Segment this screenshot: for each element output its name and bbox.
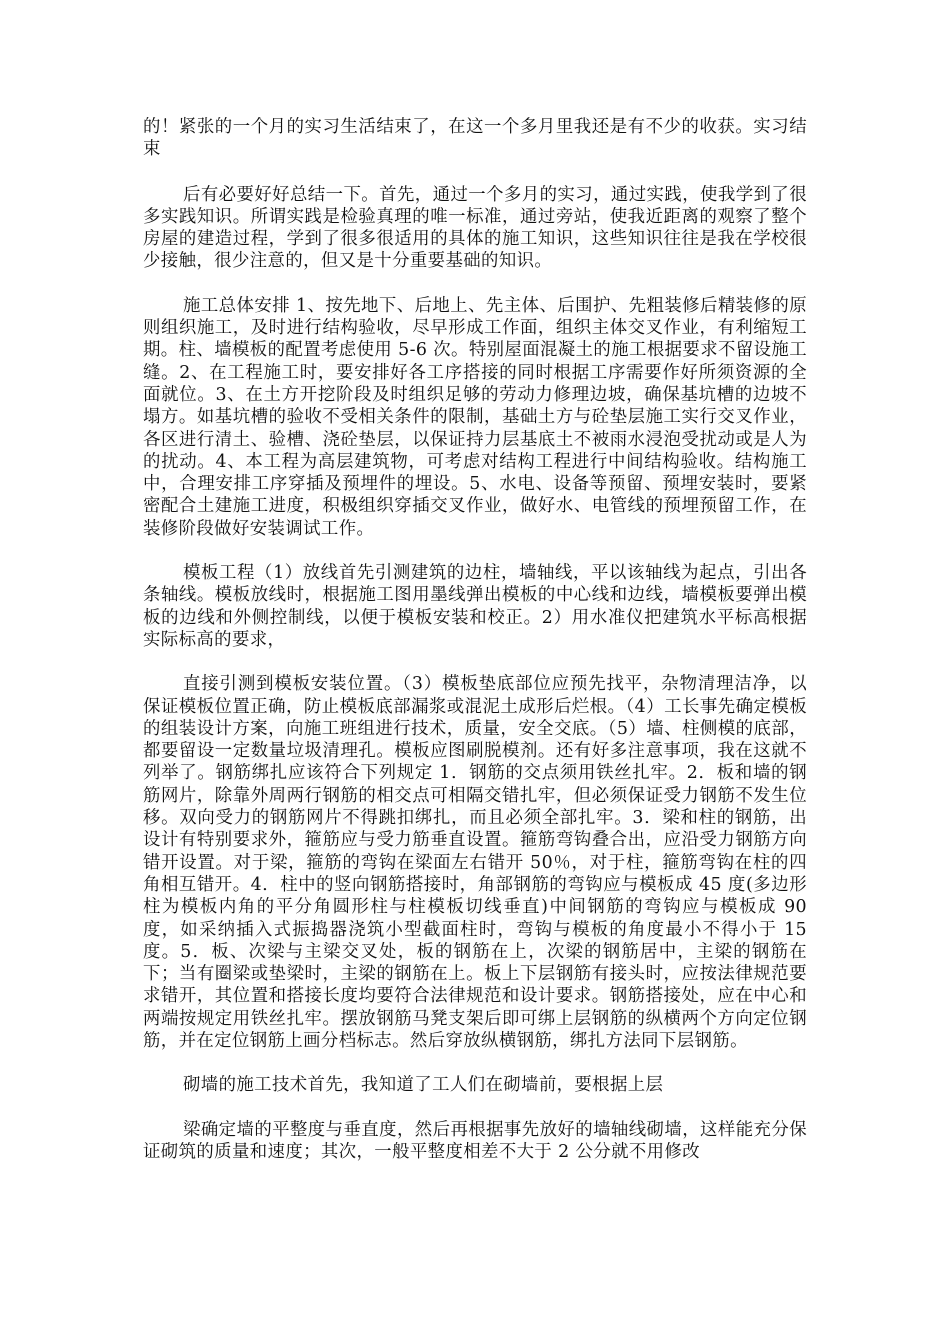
document-page [143, 116, 807, 1185]
paragraph-formwork: 模板工程（1）放线首先引测建筑的边柱，墙轴线，平以该轴线为起点，引出各条轴线。模板放线时，根据施工图用墨线弹出模板的中心线和边线，墙模板要弹出模板的边线和外侧控制线，以便于模板安装和校正。2）用水准仪把建筑水平标高根据实际标高的要求， [143, 563, 807, 650]
paragraph-masonry: 梁确定墙的平整度与垂直度，然后再根据事先放好的墙轴线砌墙，这样能充分保证砌筑的质量和速度；其次，一般平整度相差不大于 2 公分就不用修改 [143, 1119, 807, 1162]
paragraph-construction-arrangement: 施工总体安排 1、按先地下、后地上、先主体、后围护、先粗装修后精装修的原则组织施工，及时进行结构验收，尽早形成工作面，组织主体交叉作业，有利缩短工期。柱、墙模板的配置考虑使用 5-6 次。特别屋面混凝土的施工根据要求不留设施工缝。2、在工程施工时，要安排好各工序搭接的同时根据工序需要作好所须资源的全面就位。3、在土方开挖阶段及时组织足够的劳动力修理边坡，确保基坑槽的边坡不塌方。如基坑槽的验收不受相关条件的限制，基础土方与砼垫层施工实行交叉作业，各区进行清土、验槽、浇砼垫层，以保证持力层基底土不被雨水浸泡受扰动或是人为的扰动。4、本工程为高层建筑物，可考虑对结构工程进行中间结构验收。结构施工中，合理安排工序穿插及预埋件的埋设。5、水电、设备等预留、预埋安装时，要紧密配合土建施工进度，积极组织穿插交叉作业，做好水、电管线的预埋预留工作，在装修阶段做好安装调试工作。 [143, 295, 807, 539]
paragraph-internship-end: 的！紧张的一个月的实习生活结束了，在这一个多月里我还是有不少的收获。实习结束 [143, 117, 807, 160]
paragraph-masonry-heading: 砌墙的施工技术首先，我知道了工人们在砌墙前，要根据上层 [183, 1075, 664, 1096]
paragraph-formwork-rebar: 直接引测到模板安装位置。（3）模板垫底部位应预先找平，杂物清理洁净，以保证模板位置正确，防止模板底部漏浆或混泥土成形后烂根。（4）工长事先确定模板的组装设计方案，向施工班组进行技术，质量，安全交底。（5）墙、柱侧模的底部，都要留设一定数量垃圾清理孔。模板应图刷脱模剂。还有好多注意事项，我在这就不列举了。钢筋绑扎应该符合下列规定 1．钢筋的交点须用铁丝扎牢。2．板和墙的钢筋网片，除靠外周两行钢筋的相交点可相隔交错扎牢，但必须保证受力钢筋不发生位移。双向受力的钢筋网片不得跳扣绑扎，而且必须全部扎牢。3．梁和柱的钢筋，出设计有特别要求外，箍筋应与受力筋垂直设置。箍筋弯钩叠合出，应沿受力钢筋方向错开设置。对于梁，箍筋的弯钩在梁面左右错开 50％，对于柱，箍筋弯钩在柱的四角相互错开。4．柱中的竖向钢筋搭接时，角部钢筋的弯钩应与模板成 45 度(多边形柱为模板内角的平分角圆形柱与柱模板切线垂直)中间钢筋的弯钩应与模板成 90 度，如采纳插入式振捣器浇筑小型截面柱时，弯钩与模板的角度最小不得小于 15 度。5．板、次梁与主梁交叉处，板的钢筋在上，次梁的钢筋居中，主梁的钢筋在下；当有圈梁或垫梁时，主梁的钢筋在上。板上下层钢筋有接头时，应按法律规范要求错开，其位置和搭接长度均要符合法律规范和设计要求。钢筋搭接处，应在中心和两端按规定用铁丝扎牢。摆放钢筋马凳支架后即可绑上层钢筋的纵横两个方向定位钢筋，并在定位钢筋上画分档标志。然后穿放纵横钢筋，绑扎方法同下层钢筋。 [143, 674, 807, 1051]
paragraph-summary: 后有必要好好总结一下。首先，通过一个多月的实习，通过实践，使我学到了很多实践知识。所谓实践是检验真理的唯一标准，通过旁站，使我近距离的观察了整个房屋的建造过程，学到了很多很适用的具体的施工知识，这些知识往往是我在学校很少接触，很少注意的，但又是十分重要基础的知识。 [143, 184, 807, 272]
